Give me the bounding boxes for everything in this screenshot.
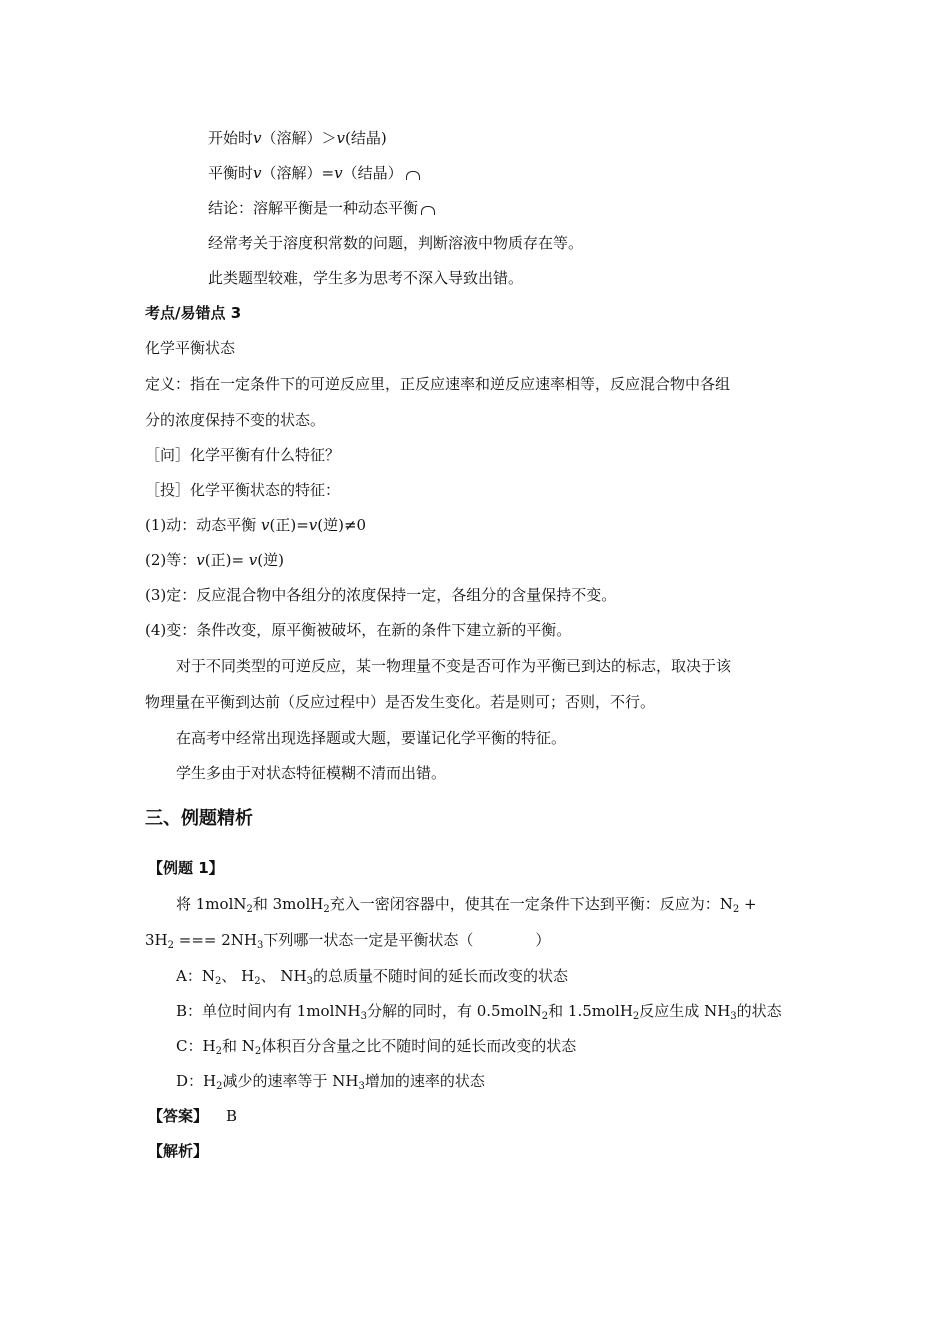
intro-line-1 [208, 128, 387, 148]
option-a [176, 966, 568, 986]
option-d [176, 1071, 485, 1091]
text: 反应生成 NH [639, 1002, 731, 1020]
velocity-symbol: v [261, 516, 270, 534]
text: === 2NH [174, 931, 257, 949]
subscript: 3 [730, 1011, 737, 1022]
velocity-symbol: v [253, 129, 262, 147]
examples-heading: 三、例题精析 [145, 808, 253, 829]
answer-intro-line: ［投］化学平衡状态的特征： [145, 481, 341, 499]
intro-line-5: 此类题型较难，学生多为思考不深入导致出错。 [208, 269, 524, 287]
text: (1)动：动态平衡 [145, 516, 262, 534]
paragraph-1-line-2: 物理量在平衡到达前（反应过程中）是否发生变化。若是则可；否则，不行。 [145, 693, 656, 711]
text: 平衡时 [208, 164, 254, 182]
section-heading: 考点/易错点 3 [145, 304, 242, 322]
text: ） [535, 931, 551, 949]
paragraph-2: 在高考中经常出现选择题或大题，要谨记化学平衡的特征。 [176, 729, 567, 747]
subscript: 3 [358, 1081, 365, 1092]
section-title: 化学平衡状态 [145, 339, 236, 357]
text: (逆) [257, 551, 284, 569]
text: B：单位时间内有 1molNH [176, 1002, 361, 1020]
text: 将 1molN [176, 895, 247, 913]
example-label: 【例题 1】 [148, 859, 224, 877]
edit-mark-icon [406, 171, 420, 180]
text: 和 3molH [252, 895, 324, 913]
velocity-symbol: v [253, 164, 262, 182]
subscript: 2 [215, 1046, 222, 1057]
answer-label: 【答案】 [148, 1107, 209, 1125]
example-stem-line-1 [176, 894, 757, 914]
subscript: 3 [360, 1011, 367, 1022]
text: A：N [176, 967, 215, 985]
text: （溶解）＞ [261, 129, 337, 147]
subscript: 2 [254, 976, 261, 987]
text: (结晶) [345, 129, 387, 147]
subscript: 2 [167, 940, 174, 951]
feature-2 [145, 550, 284, 570]
velocity-symbol: v [334, 164, 343, 182]
text: 的总质量不随时间的延长而改变的状态 [312, 967, 568, 985]
intro-line-2 [208, 163, 420, 183]
text: 分解的同时，有 0.5molN [366, 1002, 542, 1020]
definition-line-1: 定义：指在一定条件下的可逆反应里，正反应速率和逆反应速率相等，反应混合物中各组 [145, 375, 731, 393]
conclusion-text: 结论：溶解平衡是一种动态平衡 [208, 199, 419, 217]
velocity-symbol: v [308, 516, 318, 534]
subscript: 2 [632, 1011, 640, 1022]
question-line: ［问］化学平衡有什么特征？ [145, 446, 341, 464]
answer-value: B [226, 1107, 238, 1125]
text: 的状态 [736, 1002, 782, 1020]
text: (2)等： [145, 551, 197, 569]
text: 、 NH [260, 967, 307, 985]
subscript: 2 [246, 904, 253, 915]
text: 体积百分含量之比不随时间的延长而改变的状态 [261, 1037, 577, 1055]
subscript: 2 [254, 1046, 262, 1057]
example-stem-line-2 [145, 930, 550, 950]
option-c [176, 1036, 576, 1056]
analysis-label: 【解析】 [148, 1142, 209, 1160]
text: 增加的速率的状态 [364, 1072, 485, 1090]
intro-line-3 [208, 198, 435, 218]
subscript: 2 [216, 1081, 223, 1092]
text: (正)= [204, 551, 249, 569]
subscript: 2 [323, 904, 330, 915]
subscript: 2 [214, 976, 222, 987]
text: （溶解）= [261, 164, 335, 182]
subscript: 2 [541, 1011, 549, 1022]
feature-1 [145, 515, 366, 535]
subscript: 2 [732, 904, 740, 915]
feature-3: (3)定：反应混合物中各组分的浓度保持一定，各组分的含量保持不变。 [145, 586, 617, 604]
velocity-symbol: v [336, 129, 345, 147]
paragraph-3: 学生多由于对状态特征模糊不清而出错。 [176, 764, 447, 782]
text: 减少的速率等于 NH [222, 1072, 359, 1090]
definition-line-2: 分的浓度保持不变的状态。 [145, 411, 326, 429]
text: C：H [176, 1037, 216, 1055]
text: (逆)≠0 [317, 516, 367, 534]
text: 和 N [221, 1037, 255, 1055]
intro-line-4: 经常考关于溶度积常数的问题，判断溶液中物质存在等。 [208, 234, 584, 252]
subscript: 3 [306, 976, 313, 987]
edit-mark-icon [421, 206, 435, 215]
paragraph-1-line-1: 对于不同类型的可逆反应，某一物理量不变是否可作为平衡已到达的标志，取决于该 [176, 657, 732, 675]
text: 下列哪一状态一定是平衡状态（ [263, 931, 474, 949]
text: 充入一密闭容器中，使其在一定条件下达到平衡：反应为：N [329, 895, 733, 913]
text: 、 H [221, 967, 255, 985]
velocity-symbol: v [248, 551, 258, 569]
text: 3H [145, 931, 168, 949]
feature-4: (4)变：条件改变，原平衡被破坏，在新的条件下建立新的平衡。 [145, 621, 572, 639]
subscript: 3 [257, 940, 264, 951]
text: 开始时 [208, 129, 254, 147]
text: (正)= [269, 516, 309, 534]
text: + [739, 895, 757, 913]
text: D：H [176, 1072, 217, 1090]
text: （结晶） [342, 164, 403, 182]
text: 和 1.5molH [548, 1002, 633, 1020]
answer-line [148, 1106, 237, 1126]
option-b [176, 1001, 782, 1021]
velocity-symbol: v [196, 551, 205, 569]
